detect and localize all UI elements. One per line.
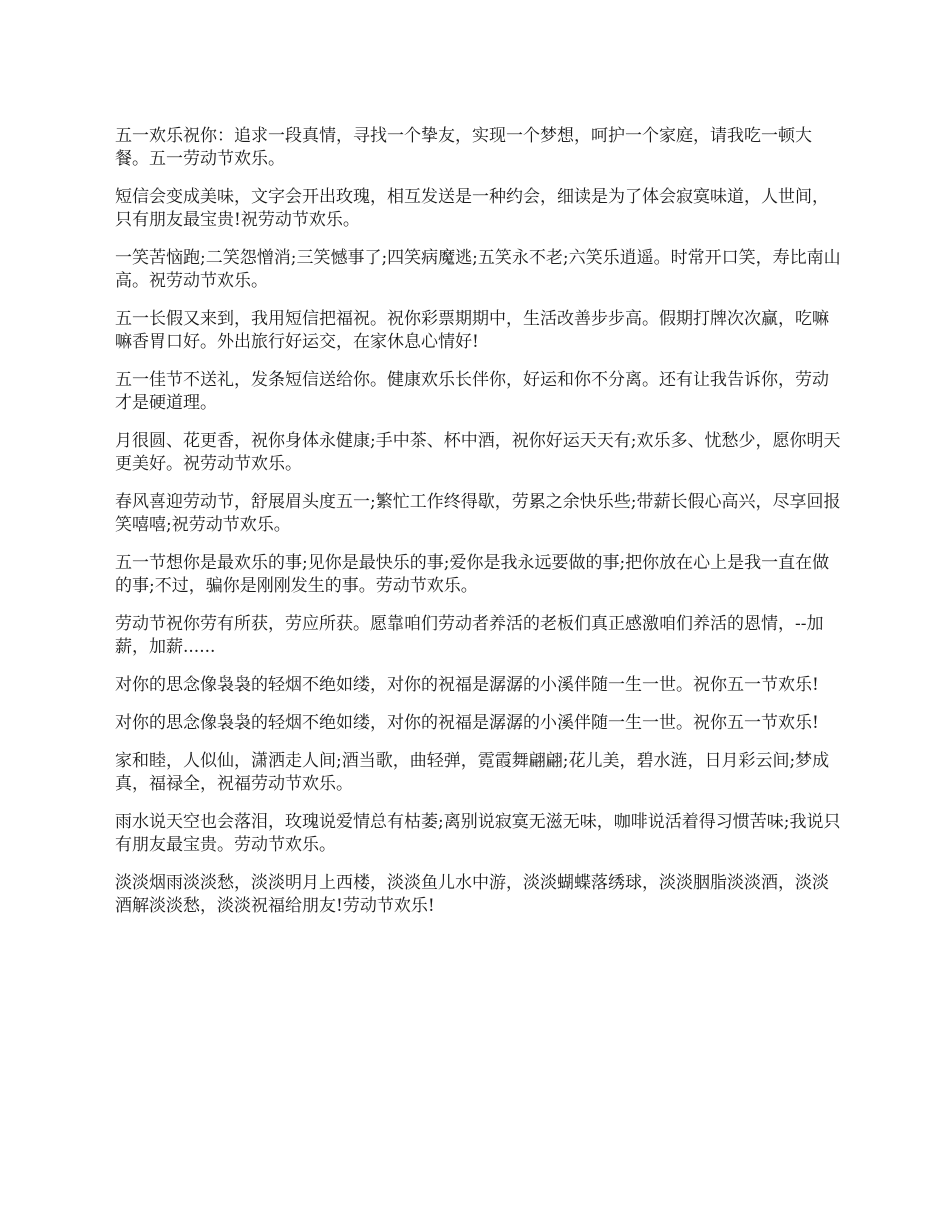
paragraph-12: 家和睦，人似仙，潇洒走人间;酒当歌，曲轻弹，霓霞舞翩翩;花儿美，碧水涟，日月彩云间;梦成真，福禄全，祝福劳动节欢乐。 (115, 751, 830, 794)
paragraph-11: 对你的思念像袅袅的轻烟不绝如缕，对你的祝福是潺潺的小溪伴随一生一世。祝你五一节欢乐! (115, 713, 819, 733)
paragraph-13: 雨水说天空也会落泪，玫瑰说爱情总有枯萎;离别说寂寞无滋无味，咖啡说活着得习惯苦味;我说只有朋友最宝贵。劳动节欢乐。 (115, 812, 841, 855)
paragraph-1: 五一欢乐祝你：追求一段真情，寻找一个挚友，实现一个梦想，呵护一个家庭，请我吃一顿大餐。五一劳动节欢乐。 (115, 126, 812, 169)
paragraph-8: 五一节想你是最欢乐的事;见你是最快乐的事;爱你是我永远要做的事;把你放在心上是我一直在做的事;不过，骗你是刚刚发生的事。劳动节欢乐。 (115, 553, 830, 596)
paragraph-7: 春风喜迎劳动节，舒展眉头度五一;繁忙工作终得歇，劳累之余快乐些;带薪长假心高兴，尽享回报笑嘻嘻;祝劳动节欢乐。 (115, 492, 841, 535)
paragraph-5: 五一佳节不送礼，发条短信送给你。健康欢乐长伴你，好运和你不分离。还有让我告诉你，劳动才是硬道理。 (115, 370, 829, 413)
paragraph-2: 短信会变成美味，文字会开出玫瑰，相互发送是一种约会，细读是为了体会寂寞味道，人世间，只有朋友最宝贵!祝劳动节欢乐。 (115, 187, 829, 230)
paragraph-10: 对你的思念像袅袅的轻烟不绝如缕，对你的祝福是潺潺的小溪伴随一生一世。祝你五一节欢乐! (115, 675, 819, 695)
paragraph-4: 五一长假又来到，我用短信把福祝。祝你彩票期期中，生活改善步步高。假期打牌次次赢，吃嘛嘛香胃口好。外出旅行好运交，在家休息心情好! (115, 309, 829, 352)
document-body (115, 125, 843, 933)
paragraph-3: 一笑苦恼跑;二笑怨憎消;三笑憾事了;四笑病魔逃;五笑永不老;六笑乐逍遥。时常开口笑，寿比南山高。祝劳动节欢乐。 (115, 248, 841, 291)
paragraph-6: 月很圆、花更香，祝你身体永健康;手中茶、杯中酒，祝你好运天天有;欢乐多、忧愁少，愿你明天更美好。祝劳动节欢乐。 (115, 431, 841, 474)
paragraph-14: 淡淡烟雨淡淡愁，淡淡明月上西楼，淡淡鱼儿水中游，淡淡蝴蝶落绣球，淡淡胭脂淡淡酒，淡淡酒解淡淡愁，淡淡祝福给朋友!劳动节欢乐! (115, 873, 829, 916)
paragraph-9: 劳动节祝你劳有所获，劳应所获。愿靠咱们劳动者养活的老板们真正感激咱们养活的恩情，--加薪，加薪...... (115, 614, 824, 657)
